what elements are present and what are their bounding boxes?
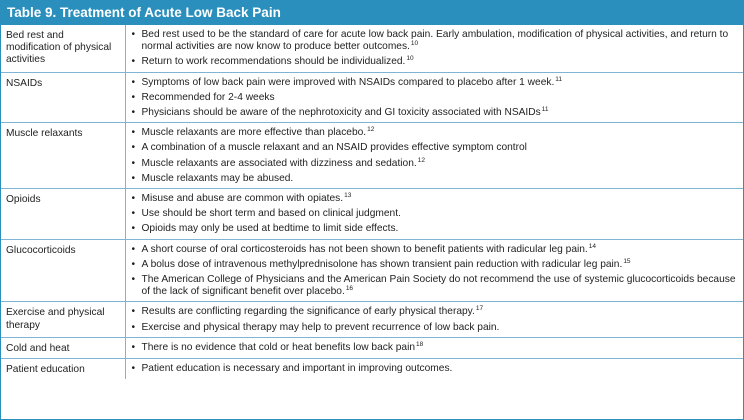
bullet-item: [132, 142, 740, 154]
bullet-text: Bed rest used to be the standard of care for acute low back pain. Early ambulation, modification of physical activities, and return to normal activities are now know to produce better outcomes.: [141, 29, 729, 53]
bullet-item: [132, 363, 740, 375]
bullet-list: [132, 306, 740, 333]
table-row: [1, 25, 743, 72]
table-row: [1, 189, 743, 240]
bullet-item: [132, 158, 740, 170]
reference-number: 13: [344, 192, 352, 200]
bullet-text: Results are conflicting regarding the significance of early physical therapy.: [141, 306, 475, 318]
row-content: [125, 359, 743, 380]
reference-number: 14: [588, 242, 596, 250]
row-label: Cold and heat: [1, 337, 125, 358]
bullet-text: There is no evidence that cold or heat benefits low back pain: [141, 341, 416, 353]
bullet-list: [132, 363, 740, 375]
bullet-list: [132, 193, 740, 236]
bullet-item: [132, 173, 740, 185]
row-content: [125, 239, 743, 302]
table-row: [1, 359, 743, 380]
row-label: Muscle relaxants: [1, 123, 125, 189]
bullet-item: [132, 107, 740, 119]
bullet-item: [132, 322, 740, 334]
row-label: Bed rest and modification of physical activities: [1, 25, 125, 72]
bullet-text: Muscle relaxants may be abused.: [141, 172, 294, 184]
bullet-list: [132, 127, 740, 185]
bullet-list: [132, 342, 740, 354]
bullet-item: [132, 77, 740, 89]
bullet-text: Muscle relaxants are associated with dizziness and sedation.: [141, 157, 417, 169]
row-content: [125, 25, 743, 72]
bullet-list: [132, 29, 740, 69]
treatment-table: [1, 25, 743, 379]
bullet-item: [132, 259, 740, 271]
table-row: [1, 123, 743, 189]
bullet-text: Muscle relaxants are more effective than placebo.: [141, 127, 367, 139]
row-content: [125, 123, 743, 189]
bullet-text: The American College of Physicians and the American Pain Society do not recommend the use of systemic glucocorticoids because of the lack of significant benefit over placebo.: [141, 274, 736, 298]
bullet-text: Patient education is necessary and important in improving outcomes.: [141, 363, 453, 375]
bullet-text: Symptoms of low back pain were improved with NSAIDs compared to placebo after 1 week.: [141, 76, 555, 88]
bullet-list: [132, 244, 740, 299]
table-row: [1, 337, 743, 358]
reference-number: 16: [345, 285, 354, 293]
bullet-text: Physicians should be aware of the nephrotoxicity and GI toxicity associated with NSAIDs: [141, 107, 541, 119]
bullet-item: [132, 342, 740, 354]
row-label: Exercise and physical therapy: [1, 302, 125, 337]
reference-number: 11: [541, 106, 549, 114]
bullet-item: [132, 56, 740, 68]
table-row: [1, 72, 743, 123]
bullet-text: Opioids may only be used at bedtime to limit side effects.: [141, 223, 399, 235]
bullet-text: A combination of a muscle relaxant and an NSAID provides effective symptom control: [141, 142, 527, 154]
table-body: [1, 25, 743, 379]
bullet-text: Use should be short term and based on clinical judgment.: [141, 208, 401, 220]
reference-number: 12: [367, 126, 375, 134]
row-content: [125, 189, 743, 240]
bullet-text: Misuse and abuse are common with opiates.: [141, 193, 344, 205]
row-label: Glucocorticoids: [1, 239, 125, 302]
bullet-text: A bolus dose of intravenous methylprednisolone has shown transient pain reduction with radicular leg pain.: [141, 258, 623, 270]
bullet-item: [132, 223, 740, 235]
reference-number: 12: [417, 156, 425, 164]
bullet-item: [132, 244, 740, 256]
bullet-text: Recommended for 2-4 weeks: [141, 91, 275, 103]
table-row: [1, 239, 743, 302]
bullet-item: [132, 29, 740, 53]
reference-number: 18: [416, 340, 424, 348]
bullet-text: Return to work recommendations should be individualized.: [141, 56, 406, 68]
bullet-list: [132, 77, 740, 120]
reference-number: 10: [410, 40, 419, 48]
bullet-item: [132, 127, 740, 139]
bullet-text: Exercise and physical therapy may help to prevent recurrence of low back pain.: [141, 321, 500, 333]
reference-number: 11: [555, 75, 563, 83]
bullet-item: [132, 306, 740, 318]
reference-number: 15: [623, 257, 631, 265]
row-content: [125, 337, 743, 358]
row-label: Opioids: [1, 189, 125, 240]
bullet-text: A short course of oral corticosteroids has not been shown to benefit patients with radicular leg pain.: [141, 243, 588, 255]
bullet-item: [132, 193, 740, 205]
row-label: NSAIDs: [1, 72, 125, 123]
table-title: Table 9. Treatment of Acute Low Back Pain: [1, 1, 743, 25]
table-row: [1, 302, 743, 337]
row-label: Patient education: [1, 359, 125, 380]
row-content: [125, 72, 743, 123]
row-content: [125, 302, 743, 337]
bullet-item: [132, 274, 740, 298]
bullet-item: [132, 92, 740, 104]
reference-number: 17: [475, 305, 484, 313]
reference-number: 10: [406, 55, 414, 63]
bullet-item: [132, 208, 740, 220]
